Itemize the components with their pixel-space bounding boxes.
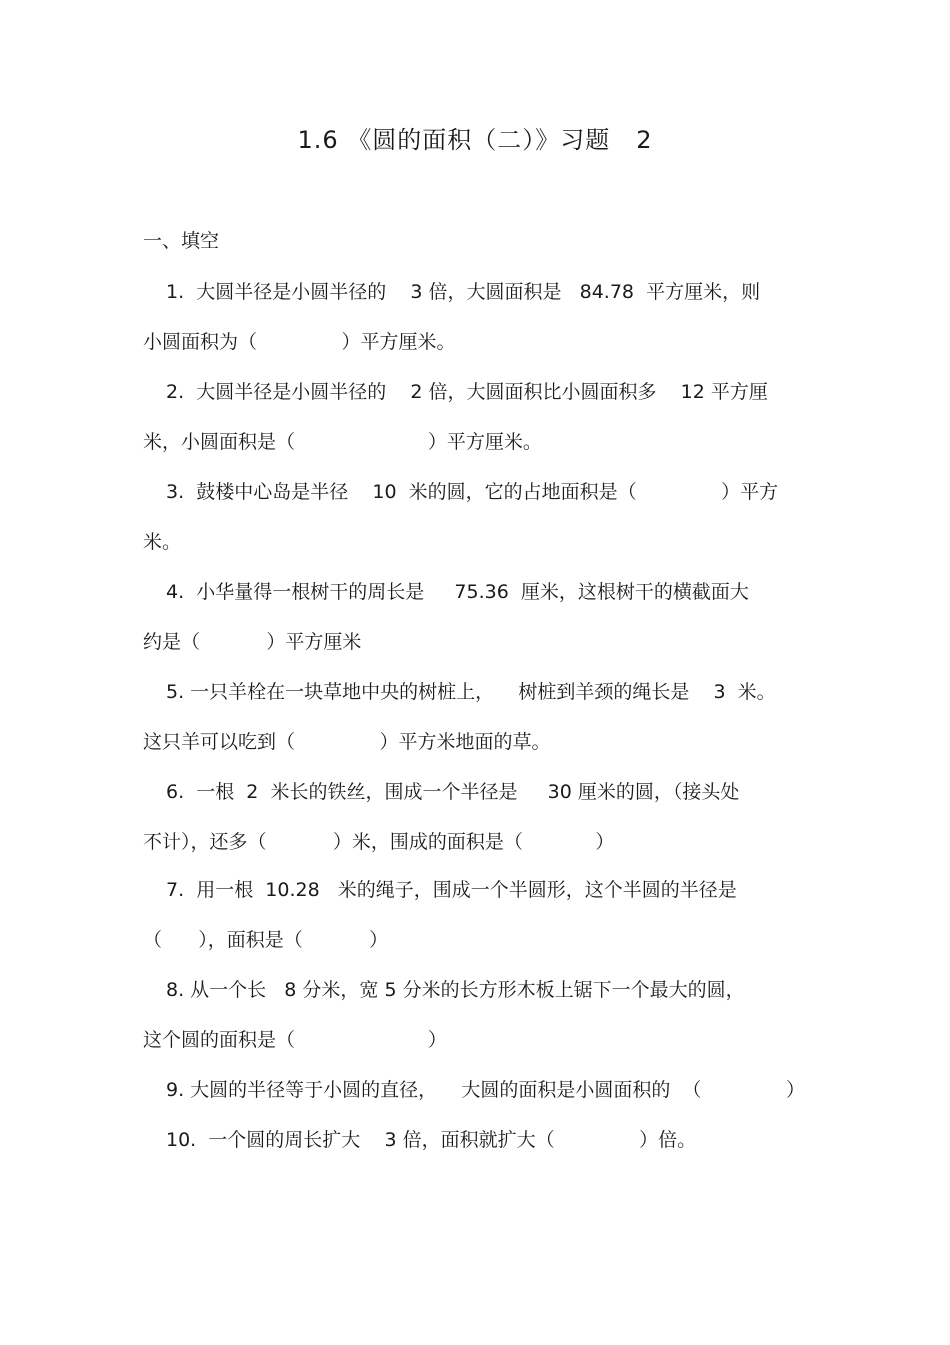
question-6-line-2: 不计），还多（ ）米，围成的面积是（ ）: [143, 831, 615, 853]
question-5-line-1: 5. 一只羊栓在一块草地中央的树桩上， 树桩到羊颈的绳长是 3 米。: [166, 681, 776, 703]
question-10-line-1: 10. 一个圆的周长扩大 3 倍，面积就扩大（ ）倍。: [166, 1129, 697, 1151]
question-1-line-2: 小圆面积为（ ）平方厘米。: [143, 331, 456, 353]
section-heading: 一、填空: [143, 230, 220, 252]
question-3-line-2: 米。: [143, 531, 182, 553]
question-2-line-2: 米，小圆面积是（ ）平方厘米。: [143, 431, 542, 453]
question-4-line-2: 约是（ ）平方厘米: [143, 631, 362, 653]
question-8-line-1: 8. 从一个长 8 分米，宽 5 分米的长方形木板上锯下一个最大的圆，: [166, 979, 745, 1001]
question-7-line-2: （ ），面积是（ ）: [143, 929, 389, 951]
question-2-line-1: 2. 大圆半径是小圆半径的 2 倍，大圆面积比小圆面积多 12 平方厘: [166, 381, 768, 403]
question-7-line-1: 7. 用一根 10.28 米的绳子，围成一个半圆形，这个半圆的半径是: [166, 879, 737, 901]
question-6-line-1: 6. 一根 2 米长的铁丝，围成一个半径是 30 厘米的圆，（接头处: [166, 781, 740, 803]
page-title: 1.6 《圆的面积（二）》习题 2: [297, 126, 653, 154]
question-3-line-1: 3. 鼓楼中心岛是半径 10 米的圆，它的占地面积是（ ）平方: [166, 481, 779, 503]
question-1-line-1: 1. 大圆半径是小圆半径的 3 倍，大圆面积是 84.78 平方厘米，则: [166, 281, 761, 303]
question-8-line-2: 这个圆的面积是（ ）: [143, 1029, 447, 1051]
question-4-line-1: 4. 小华量得一根树干的周长是 75.36 厘米，这根树干的横截面大: [166, 581, 749, 603]
question-5-line-2: 这只羊可以吃到（ ）平方米地面的草。: [143, 731, 551, 753]
question-9-line-1: 9. 大圆的半径等于小圆的直径， 大圆的面积是小圆面积的 （ ）: [166, 1079, 805, 1101]
